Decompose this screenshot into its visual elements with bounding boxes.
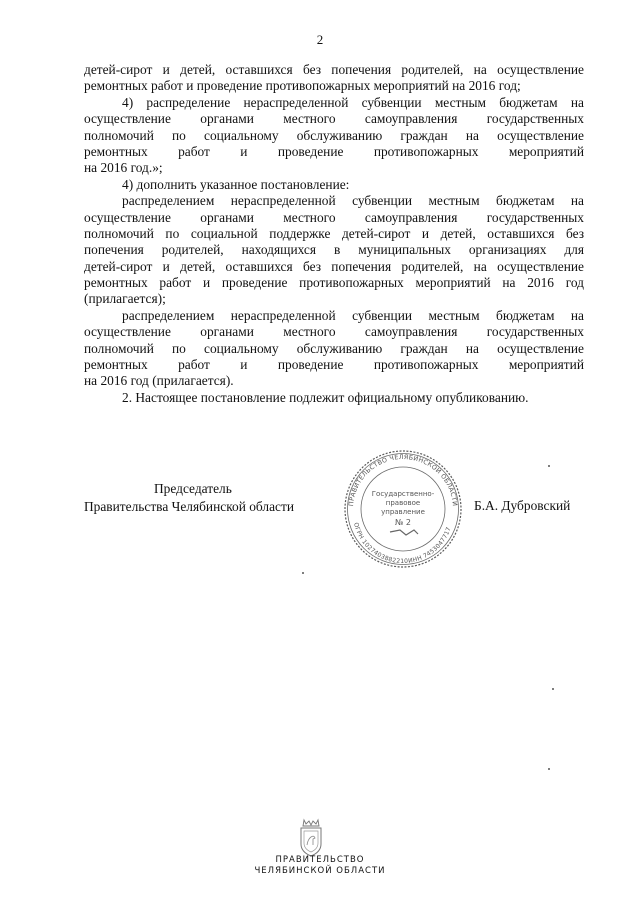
body-line: осуществление органами местного самоуправления государственных xyxy=(84,111,584,127)
body-line: 2. Настоящее постановление подлежит официальному опубликованию. xyxy=(122,389,529,405)
seal-center-line3: управление xyxy=(381,508,425,516)
footer-line1: ПРАВИТЕЛЬСТВО xyxy=(275,855,365,865)
body-line: (прилагается); xyxy=(84,291,166,307)
signer-title-line2: Правительства Челябинской области xyxy=(84,499,294,514)
body-line: 4) распределение нераспределенной субвенции местным бюджетам на xyxy=(122,94,584,110)
seal-outer-text: ПРАВИТЕЛЬСТВО ЧЕЛЯБИНСКОЙ ОБЛАСТИ xyxy=(348,453,458,507)
signer-title-line1: Председатель xyxy=(154,481,232,496)
body-line: попечения родителей, находящихся в муниципальных организациях для xyxy=(84,242,584,258)
body-line: ремонтных работ и проведение противопожарных мероприятий на 2016 год xyxy=(84,275,584,291)
svg-text:ИНН 7453047717 xyxy=(408,526,453,565)
coat-of-arms-icon xyxy=(296,818,326,858)
seal-signature-mark xyxy=(390,530,418,535)
footer-line2: ЧЕЛЯБИНСКОЙ ОБЛАСТИ xyxy=(254,866,386,876)
body-line: распределением нераспределенной субвенции местным бюджетам на xyxy=(122,307,584,323)
footer-institution xyxy=(0,855,640,877)
body-line: полномочий по социальной поддержке детей-сирот и детей, оставшихся без xyxy=(84,225,584,241)
signer-title xyxy=(84,480,324,516)
scan-speck xyxy=(548,768,550,770)
body-line: на 2016 год.»; xyxy=(84,160,163,176)
seal-ogrn-text: ОГРН 1027403882210 xyxy=(352,521,409,566)
body-line: осуществление органами местного самоуправления государственных xyxy=(84,209,584,225)
seal-inn-text: ИНН 7453047717 xyxy=(407,526,453,565)
body-line: полномочий по социальному обслуживанию граждан на осуществление xyxy=(84,127,584,143)
seal-center-line4: № 2 xyxy=(395,518,411,527)
body-line: ремонтных работ и проведение противопожарных мероприятий xyxy=(84,143,584,159)
page-number: 2 xyxy=(316,32,324,47)
signer-name: Б.А. Дубровский xyxy=(474,498,571,513)
document-body xyxy=(84,62,584,406)
seal-center-line1: Государственно- xyxy=(371,490,435,498)
body-line: ремонтных работ и проведение противопожарных мероприятий xyxy=(84,357,584,373)
body-line: ремонтных работ и проведение противопожарных мероприятий на 2016 год; xyxy=(84,78,521,94)
scan-speck xyxy=(552,688,554,690)
official-seal xyxy=(342,448,464,570)
body-line: полномочий по социальному обслуживанию граждан на осуществление xyxy=(84,340,584,356)
seal-center-line2: правовое xyxy=(385,499,421,507)
body-line: осуществление органами местного самоуправления государственных xyxy=(84,324,584,340)
body-line: детей-сирот и детей, оставшихся без попечения родителей, на осуществление xyxy=(84,258,584,274)
body-line: детей-сирот и детей, оставшихся без попечения родителей, на осуществление xyxy=(84,62,584,77)
svg-text:ОГРН 1027403882210 xyxy=(352,522,408,565)
body-line: распределением нераспределенной субвенции местным бюджетам на xyxy=(122,193,584,209)
body-line: на 2016 год (прилагается). xyxy=(84,373,234,389)
body-line: 4) дополнить указанное постановление: xyxy=(122,176,350,192)
scan-speck xyxy=(548,465,550,467)
scan-speck xyxy=(302,572,304,574)
